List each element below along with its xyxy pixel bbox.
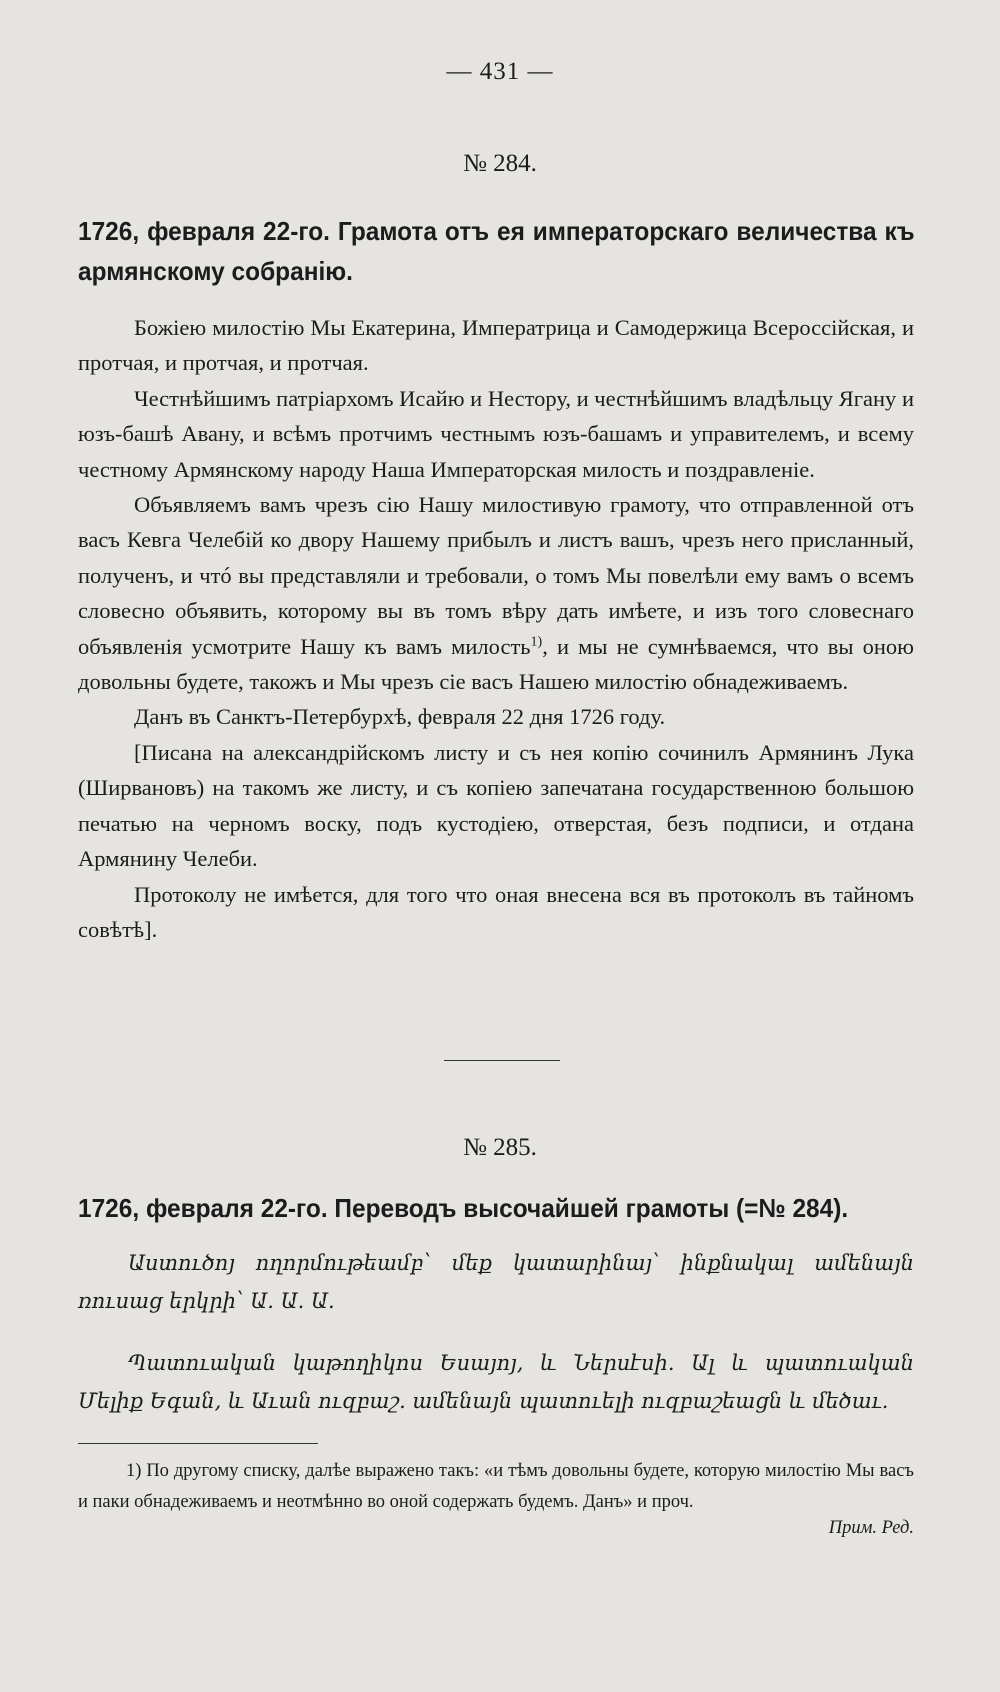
paragraph: Объявляемъ вамъ чрезъ сію Нашу милостивую грамоту, что отправленной отъ васъ Кевга Челебій ко двору Нашему прибылъ и листъ вашъ, чрезъ него присланный, полученъ, и чтó вы представляли и требовали, о томъ Мы повелѣли ему вамъ о всемъ словесно объявить, которому вы въ томъ вѣру дать имѣете, и изъ того словеснаго объявленія усмотрите Нашу къ вамъ милость$^{1)}$, и мы не сумнѣваемся, что вы оною довольны будете, такожъ и Мы чрезъ сіе васъ Нашею милостію обнадеживаемъ. [78,492,914,695]
armenian-text-block-1 [78,1244,914,1320]
paragraph: Честнѣйшимъ патріархомъ Исайю и Нестору, и честнѣйшимъ владѣльцу Ягану и юзъ-башѣ Авану, и всѣмъ протчимъ честнымъ юзъ-башамъ и управителемъ, и всему честному Армянскому народу Наша Императорская милость и поздравленіе. [78,385,914,482]
paragraph: Божіею милостію Мы Екатерина, Императрица и Самодержица Всероссійская, и протчая, и протчая, и протчая. [78,315,914,376]
footnote [78,1456,914,1518]
armenian-paragraph: Աստուծոյ ողորմութեամբ՝ մեք կատարինայ՝ ինքնակալ ամենայն ռուսաց երկրի՝ Ա. Ա. Ա. [78,1251,914,1313]
footnote-text: 1) По другому списку, далѣе выражено такъ: «и тѣмъ довольны будете, которую милостію Мы васъ и паки обнадеживаемъ и неотмѣнно во оной содержать будемъ. Данъ» и проч. [78,1461,914,1512]
page-number: — 431 — [446,58,554,85]
armenian-paragraph: Պատուական կաթողիկոս Եսայոյ, և Ներսէսի. Ալ և պատուական Մելիք Եգան, և Աւան ուզբաշ. ամենայն պատուելի ուզբաշեացն և մեծաւ. [78,1351,914,1413]
document-heading-285: 1726, февраля 22-го. Переводъ высочайшей грамоты (=№ 284). [78,1193,849,1223]
armenian-text-block-2 [78,1344,914,1420]
document-body-284 [78,310,914,947]
footnote-reference: 1) [530,634,543,650]
document-heading-284: 1726, февраля 22-го. Грамота отъ ея императорскаго величества къ армянскому собранію. [78,216,915,286]
footnote-divider [78,1443,318,1444]
paragraph: Данъ въ Санктъ-Петербурхѣ, февраля 22 дня 1726 году. [134,704,666,730]
section-divider [444,1060,560,1061]
paragraph: [Писана на александрійскомъ листу и съ нея копію сочинилъ Армянинъ Лука (Ширвановъ) на такомъ же листу, и съ копіею запечатана государственною большою печатью на черномъ воску, подъ кустодіею, отверстая, безъ подписи, и отдана Армянину Челеби. [78,739,914,872]
document-number-284: № 284. [463,150,537,177]
document-number-285: № 285. [463,1134,537,1161]
footnote-signature: Прим. Ред. [828,1518,914,1538]
paragraph: Протоколу не имѣется, для того что оная внесена вся въ протоколъ въ тайномъ совѣтѣ]. [78,881,914,942]
